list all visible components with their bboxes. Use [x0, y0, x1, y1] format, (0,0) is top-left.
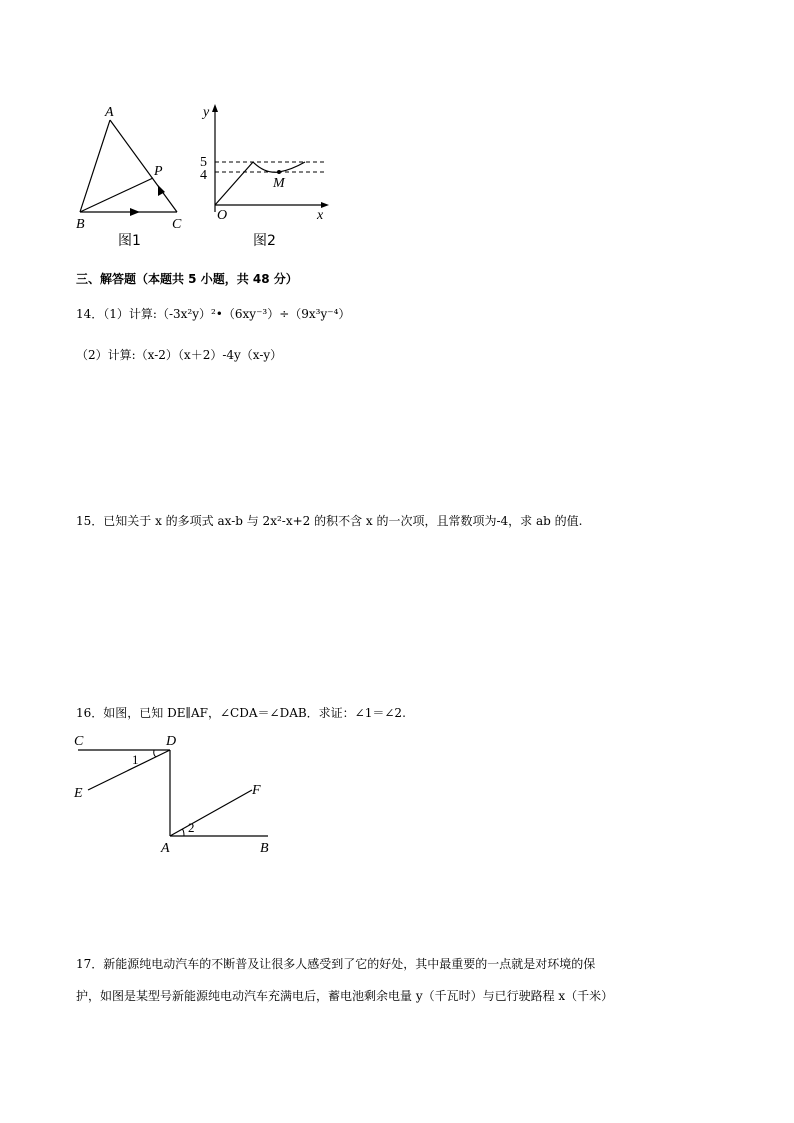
- label-A: A: [105, 105, 114, 120]
- angle-2-arc: [182, 829, 184, 836]
- q14-part2: （2）计算:（x-2）（x＋2）-4y（x-y）: [76, 348, 283, 362]
- label-M: M: [273, 176, 285, 191]
- label-O: O: [217, 208, 228, 223]
- q17-line2: 护，如图是某型号新能源纯电动汽车充满电后，蓄电池剩余电量 y（千瓦时）与已行驶路程 x（千米）: [76, 989, 614, 1003]
- figure-1-triangle: [70, 100, 200, 260]
- label-C: C: [172, 217, 182, 232]
- y-axis-arrow: [212, 104, 218, 112]
- edge-AC: [110, 120, 177, 212]
- label-1: 1: [132, 752, 139, 767]
- edge-AB: [80, 120, 110, 212]
- label-2: 2: [188, 820, 195, 835]
- label-B: B: [76, 217, 85, 232]
- point-M: [277, 170, 281, 174]
- line-DE: [88, 750, 170, 790]
- label-E: E: [74, 786, 83, 801]
- caption-fig1: 图1: [118, 233, 141, 249]
- section-heading: 三、解答题（本题共 5 小题，共 48 分）: [76, 272, 298, 286]
- figure-q16: [70, 728, 290, 858]
- caption-fig2: 图2: [253, 233, 276, 249]
- segment-BP: [80, 178, 153, 212]
- tick-5: 5: [200, 155, 207, 170]
- figure-2-graph: [195, 100, 340, 260]
- label-A: A: [161, 841, 170, 856]
- q16-text: 16．如图，已知 DE∥AF，∠CDA＝∠DAB．求证：∠1＝∠2.: [76, 706, 406, 720]
- label-P: P: [154, 164, 163, 179]
- q15-text: 15．已知关于 x 的多项式 ax-b 与 2x²-x+2 的积不含 x 的一次项，且常数项为-4，求 ab 的值.: [76, 514, 583, 528]
- label-D: D: [166, 734, 177, 749]
- label-C: C: [74, 734, 84, 749]
- q17-line1: 17．新能源纯电动汽车的不断普及让很多人感受到了它的好处，其中最重要的一点就是对环境的保: [76, 957, 596, 971]
- arrow-on-BC: [130, 208, 140, 216]
- label-B: B: [260, 841, 269, 856]
- label-x: x: [317, 208, 324, 223]
- tick-4: 4: [200, 168, 207, 183]
- angle-1-arc: [154, 750, 156, 757]
- graph-curve: [215, 162, 253, 205]
- q14-part1: 14．（1）计算:（-3x²y）²•（6xy⁻³）÷（9x³y⁻⁴）: [76, 307, 351, 321]
- label-F: F: [252, 783, 261, 798]
- label-y: y: [203, 105, 210, 120]
